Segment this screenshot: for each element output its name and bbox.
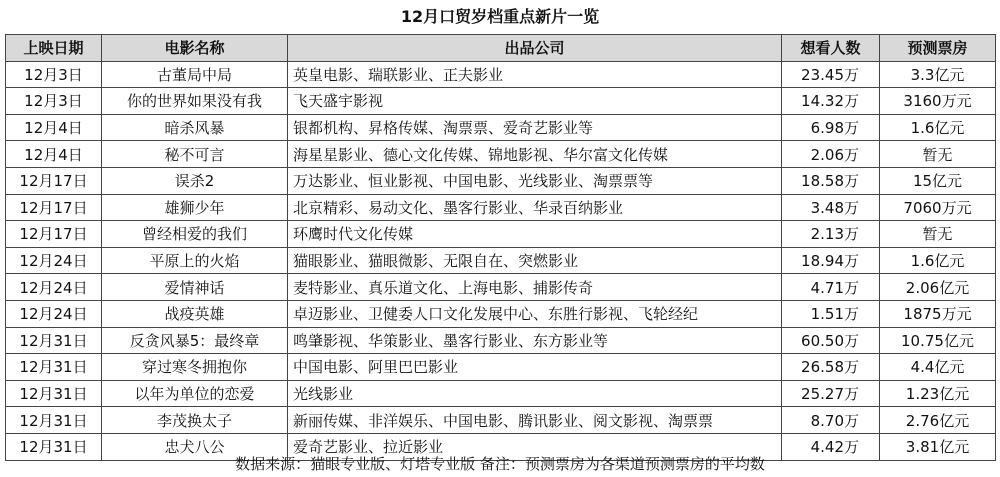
cell-film-name: 战疫英雄 [102,300,288,327]
cell-producers: 卓迈影业、卫健委人口文化发展中心、东胜行影视、飞轮经纪 [288,300,782,327]
cell-predicted-box-office: 7060万元 [880,194,996,221]
cell-want-to-see: 26.58万 [782,354,880,381]
cell-film-name: 雄狮少年 [102,194,288,221]
cell-predicted-box-office: 1.23亿元 [880,380,996,407]
table-row [6,247,996,274]
cell-predicted-box-office: 1875万元 [880,300,996,327]
table-row [6,300,996,327]
cell-release-date: 12月3日 [6,88,102,115]
cell-producers: 新丽传媒、非洋娱乐、中国电影、腾讯影业、阅文影视、淘票票 [288,407,782,434]
cell-predicted-box-office: 3.3亿元 [880,61,996,88]
cell-predicted-box-office: 2.06亿元 [880,274,996,301]
cell-predicted-box-office: 暂无 [880,221,996,248]
cell-producers: 光线影业 [288,380,782,407]
cell-film-name: 曾经相爱的我们 [102,221,288,248]
cell-want-to-see: 2.13万 [782,221,880,248]
cell-predicted-box-office: 10.75亿元 [880,327,996,354]
cell-want-to-see: 14.32万 [782,88,880,115]
cell-producers: 万达影业、恒业影视、中国电影、光线影业、淘票票等 [288,167,782,194]
cell-want-to-see: 4.42万 [782,433,880,460]
cell-predicted-box-office: 1.6亿元 [880,247,996,274]
footer-note: 数据来源：猫眼专业版、灯塔专业版 备注：预测票房为各渠道预测票房的平均数 [235,455,765,473]
table-row [6,114,996,141]
table-row [6,141,996,168]
header-film-name: 电影名称 [102,35,288,62]
cell-release-date: 12月17日 [6,221,102,248]
cell-predicted-box-office: 15亿元 [880,167,996,194]
cell-predicted-box-office: 2.76亿元 [880,407,996,434]
table-title: 12月口贸岁档重点新片一览 [0,0,1000,34]
cell-film-name: 爱情神话 [102,274,288,301]
cell-film-name: 穿过寒冬拥抱你 [102,354,288,381]
cell-predicted-box-office: 4.4亿元 [880,354,996,381]
cell-want-to-see: 2.06万 [782,141,880,168]
cell-release-date: 12月31日 [6,327,102,354]
cell-release-date: 12月31日 [6,433,102,460]
cell-want-to-see: 8.70万 [782,407,880,434]
cell-film-name: 忠犬八公 [102,433,288,460]
cell-film-name: 以年为单位的恋爱 [102,380,288,407]
header-producers: 出品公司 [288,35,782,62]
cell-producers: 鸣肇影视、华策影业、墨客行影业、东方影业等 [288,327,782,354]
cell-want-to-see: 3.48万 [782,194,880,221]
header-row [6,35,996,62]
cell-producers: 中国电影、阿里巴巴影业 [288,354,782,381]
films-table [5,34,996,461]
cell-release-date: 12月3日 [6,61,102,88]
header-release-date: 上映日期 [6,35,102,62]
cell-producers: 猫眼影业、猫眼微影、无限自在、突燃影业 [288,247,782,274]
cell-want-to-see: 18.58万 [782,167,880,194]
table-row [6,407,996,434]
cell-producers: 银都机构、昇格传媒、淘票票、爱奇艺影业等 [288,114,782,141]
cell-producers: 麦特影业、真乐道文化、上海电影、捕影传奇 [288,274,782,301]
cell-predicted-box-office: 1.6亿元 [880,114,996,141]
cell-release-date: 12月17日 [6,194,102,221]
table-row [6,88,996,115]
cell-film-name: 误杀2 [102,167,288,194]
cell-predicted-box-office: 暂无 [880,141,996,168]
cell-predicted-box-office: 3.81亿元 [880,433,996,460]
cell-want-to-see: 6.98万 [782,114,880,141]
cell-want-to-see: 4.71万 [782,274,880,301]
table-row [6,327,996,354]
cell-release-date: 12月4日 [6,141,102,168]
cell-film-name: 反贪风暴5：最终章 [102,327,288,354]
cell-film-name: 平原上的火焰 [102,247,288,274]
cell-release-date: 12月4日 [6,114,102,141]
cell-producers: 环鹰时代文化传媒 [288,221,782,248]
cell-film-name: 古董局中局 [102,61,288,88]
cell-want-to-see: 60.50万 [782,327,880,354]
cell-producers: 海星星影业、德心文化传媒、锦地影视、华尔富文化传媒 [288,141,782,168]
header-predicted-box-office: 预测票房 [880,35,996,62]
cell-release-date: 12月31日 [6,380,102,407]
table-row [6,380,996,407]
table-body [6,61,996,460]
table-row [6,61,996,88]
cell-film-name: 李茂换太子 [102,407,288,434]
cell-predicted-box-office: 3160万元 [880,88,996,115]
table-row [6,167,996,194]
cell-producers: 爱奇艺影业、拉近影业 [288,433,782,460]
cell-producers: 北京精彩、易动文化、墨客行影业、华录百纳影业 [288,194,782,221]
cell-want-to-see: 25.27万 [782,380,880,407]
table-row [6,221,996,248]
cell-film-name: 暗杀风暴 [102,114,288,141]
cell-want-to-see: 18.94万 [782,247,880,274]
table-row [6,274,996,301]
cell-want-to-see: 23.45万 [782,61,880,88]
table-row [6,354,996,381]
cell-release-date: 12月24日 [6,274,102,301]
header-want-to-see: 想看人数 [782,35,880,62]
cell-release-date: 12月24日 [6,300,102,327]
cell-release-date: 12月17日 [6,167,102,194]
cell-release-date: 12月24日 [6,247,102,274]
cell-producers: 英皇电影、瑞联影业、正夫影业 [288,61,782,88]
cell-want-to-see: 1.51万 [782,300,880,327]
cell-film-name: 秘不可言 [102,141,288,168]
cell-release-date: 12月31日 [6,407,102,434]
cell-film-name: 你的世界如果没有我 [102,88,288,115]
cell-release-date: 12月31日 [6,354,102,381]
cell-producers: 飞天盛宇影视 [288,88,782,115]
table-row [6,194,996,221]
